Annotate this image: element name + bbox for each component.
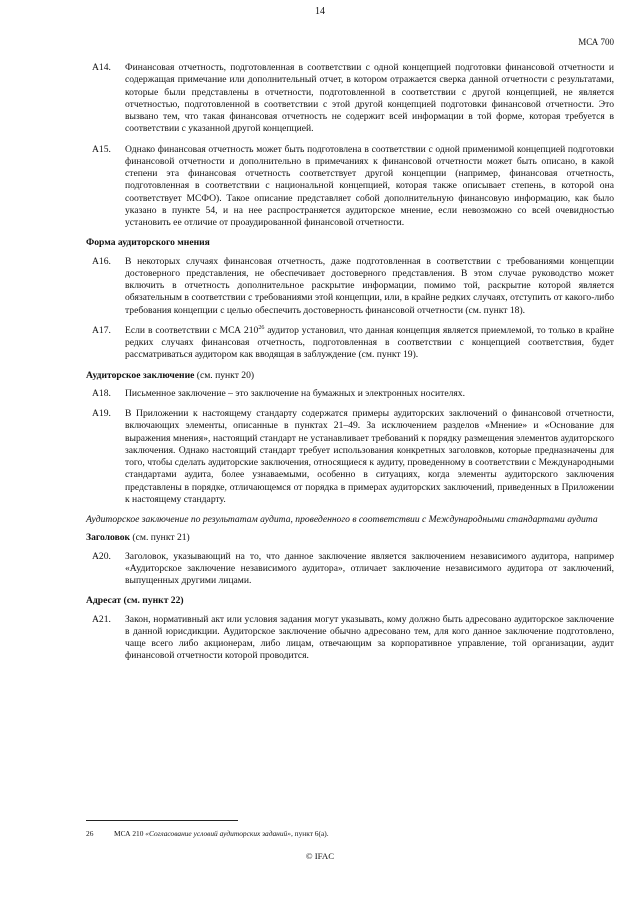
paragraph-text: Однако финансовая отчетность может быть подготовлена в соответствии с одной применимой концепцией подготовки финансовой отчетности и дополнительно в примечаниях к финансовой отчетности может быть описано, в какой степени эта финансовая отчетность соответствует другой концепции (например, финансовая отчетность, подготовленная в соответствии с национальной концепцией, которая также описывает степень, в которой она соответствует МСФО). Такое описание представляет собой дополнительную финансовую информацию, как было указано в пункте 54, и на нее распространяется аудиторское мнение, если невозможно со всей очевидностью установить ее отличие от проаудированной финансовой отчетности. bbox=[125, 143, 614, 228]
body-text bbox=[86, 62, 614, 671]
paragraph-label: А17. bbox=[92, 324, 111, 336]
heading-text: Аудиторское заключение bbox=[86, 369, 195, 381]
paragraph-text: Заголовок, указывающий на то, что данное заключение является заключением независимого аудитора, например «Аудиторское заключение независимого аудитора», отличает заключение независимого аудитора от заключений, выпущенных другими лицами. bbox=[125, 550, 614, 586]
section-heading-addressee: Адресат (см. пункт 22) bbox=[86, 595, 184, 607]
paragraph-a20 bbox=[86, 551, 614, 588]
paragraph-text: Закон, нормативный акт или условия задания могут указывать, кому должно быть адресовано аудиторское заключение в данной юрисдикции. Аудиторское заключение обычно адресовано тем, для кого данное заключение подготовлено, чаще всего либо акционерам, либо лицам, отвечающим за корпоративное управление, той организации, аудит финансовой отчетности которой проводится. bbox=[125, 613, 614, 662]
footnote-separator bbox=[86, 820, 238, 821]
paragraph-label: А19. bbox=[92, 408, 111, 419]
paragraph-label: А21. bbox=[92, 613, 111, 625]
footnote-text-end: , пункт 6(а). bbox=[290, 829, 329, 838]
section-heading-title bbox=[86, 532, 614, 544]
section-heading-report bbox=[86, 370, 614, 382]
document-code: МСА 700 bbox=[578, 37, 614, 47]
paragraph-a21 bbox=[86, 614, 614, 663]
paragraph-text: В некоторых случаях финансовая отчетность, даже подготовленная в соответствии с требованиями концепции достоверного представления, не обеспечивает достоверного представления. В этом случае руководство может включить в отчетность дополнительное раскрытие информации, помимо той, раскрытие которой является обязательным в соответствии с требованиями этой концепции, или, в крайне редких случаях, отступить от какого-либо требования концепции с целью обеспечить достоверность финансовой отчетности (см. пункт 18). bbox=[125, 255, 614, 316]
footnote-text: МСА 210 bbox=[114, 829, 146, 838]
text-part: Если в соответствии с МСА 210 bbox=[125, 324, 259, 336]
paragraph-a16 bbox=[86, 256, 614, 317]
paragraph-a18 bbox=[86, 388, 614, 400]
text-part: аудитор установил, что данная концепция является приемлемой, то только в крайне редких случаях финансовая отчетность, подготовленная в соответствии с концепцией соответствия, будет рассматриваться аудитором как вводящая в заблуждение (см. пункт 19). bbox=[125, 324, 614, 361]
paragraph-a14 bbox=[86, 62, 614, 136]
paragraph-label: А20. bbox=[92, 550, 111, 562]
copyright-footer: © IFAC bbox=[305, 851, 335, 861]
heading-reference: (см. пункт 21) bbox=[130, 532, 190, 544]
paragraph-label: А16. bbox=[92, 255, 111, 267]
footnote-title: «Согласование условий аудиторских заданий» bbox=[145, 829, 291, 838]
paragraph-a19 bbox=[86, 408, 614, 506]
paragraph-group bbox=[86, 62, 614, 229]
section-heading-opinion-form: Форма аудиторского мнения bbox=[86, 237, 210, 249]
paragraph-label: А15. bbox=[92, 143, 111, 155]
paragraph-a17 bbox=[86, 325, 614, 362]
paragraph-label: А18. bbox=[92, 387, 111, 399]
page-number: 14 bbox=[315, 6, 325, 17]
paragraph-text bbox=[125, 325, 614, 362]
paragraph-label: А14. bbox=[92, 62, 111, 73]
footnote-number: 26 bbox=[86, 829, 94, 838]
italic-subheading: Аудиторское заключение по результатам аудита, проведенного в соответствии с Международными стандартами аудита bbox=[86, 514, 598, 525]
footnote bbox=[86, 829, 614, 838]
heading-text: Заголовок bbox=[86, 532, 131, 544]
paragraph-text: Письменное заключение – это заключение на бумажных и электронных носителях. bbox=[125, 387, 465, 399]
heading-reference: (см. пункт 20) bbox=[194, 369, 255, 381]
paragraph-a15 bbox=[86, 144, 614, 230]
footnote-reference[interactable]: 26 bbox=[258, 324, 265, 331]
paragraph-text: В Приложении к настоящему стандарту содержатся примеры аудиторских заключений о финансовой отчетности, включающих элементы, описанные в пунктах 21–49. За исключением разделов «Мнение» и «Основание для выражения мнения», настоящий стандарт не устанавливает требований к порядку размещения элементов аудиторского заключения. Однако настоящий стандарт требует использования конкретных заголовков, которые предназначены для того, чтобы сделать аудиторские заключения, относящиеся к аудиту, проведенному в соответствии с Международными стандартами аудита, более узнаваемыми, особенно в ситуациях, когда элементы аудиторского заключения представлены в порядке, отличающемся от порядка в примерах аудиторских заключений, приведенных в Приложении к настоящему стандарту. bbox=[125, 408, 614, 505]
paragraph-text: Финансовая отчетность, подготовленная в соответствии с одной концепцией подготовки финансовой отчетности и содержащая примечание или дополнительный отчет, в котором отражается сверка данной отчетности с результатами, которые были представлены в отчетности, подготовленной в соответствии с другой концепцией, не является отчетностью, подготовленной в соответствии с этой другой концепцией подготовки финансовой отчетности. Это вызвано тем, что такая финансовая отчетность не содержит всей информации в той форме, которая требуется в соответствии с указанной другой концепцией. bbox=[125, 62, 614, 135]
